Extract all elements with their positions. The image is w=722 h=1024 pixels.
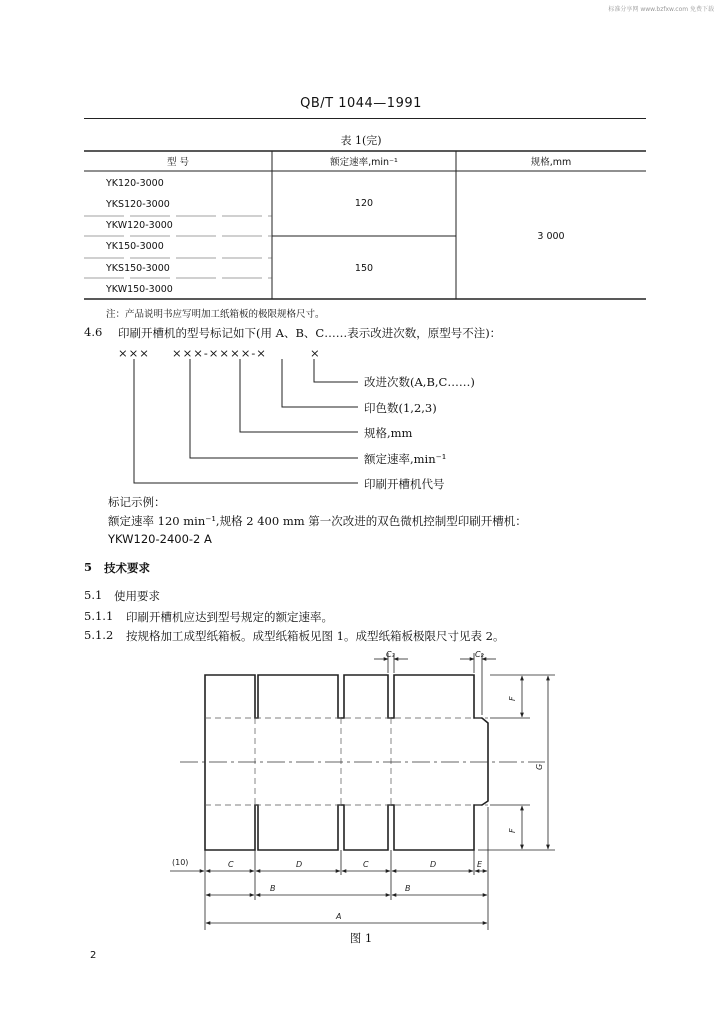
dimension-lines bbox=[170, 653, 555, 930]
dim-a: A bbox=[336, 912, 342, 921]
dim-g: G bbox=[535, 763, 544, 770]
page-number: 2 bbox=[90, 950, 97, 961]
label-spec: 规格,mm bbox=[364, 426, 413, 440]
table-row-model: YKS150-3000 bbox=[106, 263, 170, 274]
code-part-a: ××× bbox=[118, 346, 150, 360]
s51-title: 使用要求 bbox=[114, 589, 160, 603]
standard-number: QB/T 1044—1991 bbox=[300, 96, 422, 111]
table-row-model: YKS120-3000 bbox=[106, 199, 170, 210]
spec-value: 3 000 bbox=[537, 231, 565, 242]
dim-c-2: C bbox=[363, 860, 369, 869]
example-text: 额定速率 120 min⁻¹,规格 2 400 mm 第一次改进的双色微机控制型印刷开槽机： bbox=[108, 514, 527, 528]
example-title: 标记示例： bbox=[108, 495, 166, 509]
s511-text: 印刷开槽机应达到型号规定的额定速率。 bbox=[126, 610, 333, 624]
label-improvement: 改进次数(A,B,C……) bbox=[364, 375, 475, 389]
dim-c3: C₃ bbox=[386, 650, 395, 659]
dim-margin: (10) bbox=[172, 858, 189, 867]
table-row-model: YKW150-3000 bbox=[106, 284, 173, 295]
speed-150: 150 bbox=[354, 263, 374, 274]
label-code: 印刷开槽机代号 bbox=[364, 477, 445, 491]
code-part-c: × bbox=[310, 346, 320, 360]
dim-f-bottom: F bbox=[508, 828, 517, 833]
dim-e: E bbox=[477, 860, 483, 869]
dim-c-1: C bbox=[228, 860, 234, 869]
label-speed: 额定速率,min⁻¹ bbox=[364, 452, 447, 466]
dim-c2: C₂ bbox=[475, 650, 484, 659]
s512-number: 5.1.2 bbox=[84, 628, 114, 642]
table-note: 注：产品说明书应写明加工纸箱板的极限规格尺寸。 bbox=[106, 309, 325, 320]
s511-number: 5.1.1 bbox=[84, 609, 114, 623]
table-caption: 表 1(完) bbox=[340, 134, 382, 147]
col-header-speed: 额定速率,min⁻¹ bbox=[330, 157, 398, 168]
watermark: 标准分享网 www.bzfxw.com 免费下载 bbox=[608, 6, 714, 13]
s46-number: 4.6 bbox=[84, 325, 103, 339]
s51-number: 5.1 bbox=[84, 588, 103, 602]
dim-b-1: B bbox=[270, 884, 276, 893]
model-code-leaders bbox=[100, 355, 360, 495]
dim-b-2: B bbox=[405, 884, 411, 893]
table-row-model: YK120-3000 bbox=[106, 178, 164, 189]
header-rule bbox=[84, 118, 646, 119]
table-row-model: YK150-3000 bbox=[106, 241, 164, 252]
figure-caption: 图 1 bbox=[349, 931, 373, 945]
fold-lines bbox=[205, 718, 488, 805]
s512-text: 按规格加工成型纸箱板。成型纸箱板见图 1。成型纸箱板极限尺寸见表 2。 bbox=[126, 629, 505, 643]
table-row-model: YKW120-3000 bbox=[106, 220, 173, 231]
label-colors: 印色数(1,2,3) bbox=[364, 401, 437, 415]
s5-number: 5 bbox=[84, 560, 93, 574]
speed-120: 120 bbox=[354, 198, 374, 209]
dim-d-1: D bbox=[296, 860, 303, 869]
spec-table bbox=[84, 150, 646, 300]
blank-outline bbox=[205, 675, 488, 850]
col-header-spec: 规格,mm bbox=[530, 157, 572, 168]
s46-text: 印刷开槽机的型号标记如下(用 A、B、C……表示改进次数，原型号不注)： bbox=[118, 326, 502, 340]
s5-title: 技术要求 bbox=[104, 561, 150, 575]
dim-f-top: F bbox=[508, 696, 517, 701]
figure-box-blank bbox=[150, 645, 570, 945]
example-code: YKW120-2400-2 A bbox=[108, 532, 212, 546]
dim-d-2: D bbox=[430, 860, 437, 869]
col-header-model: 型 号 bbox=[166, 157, 190, 168]
code-part-b: ×××-××××-× bbox=[172, 346, 267, 360]
